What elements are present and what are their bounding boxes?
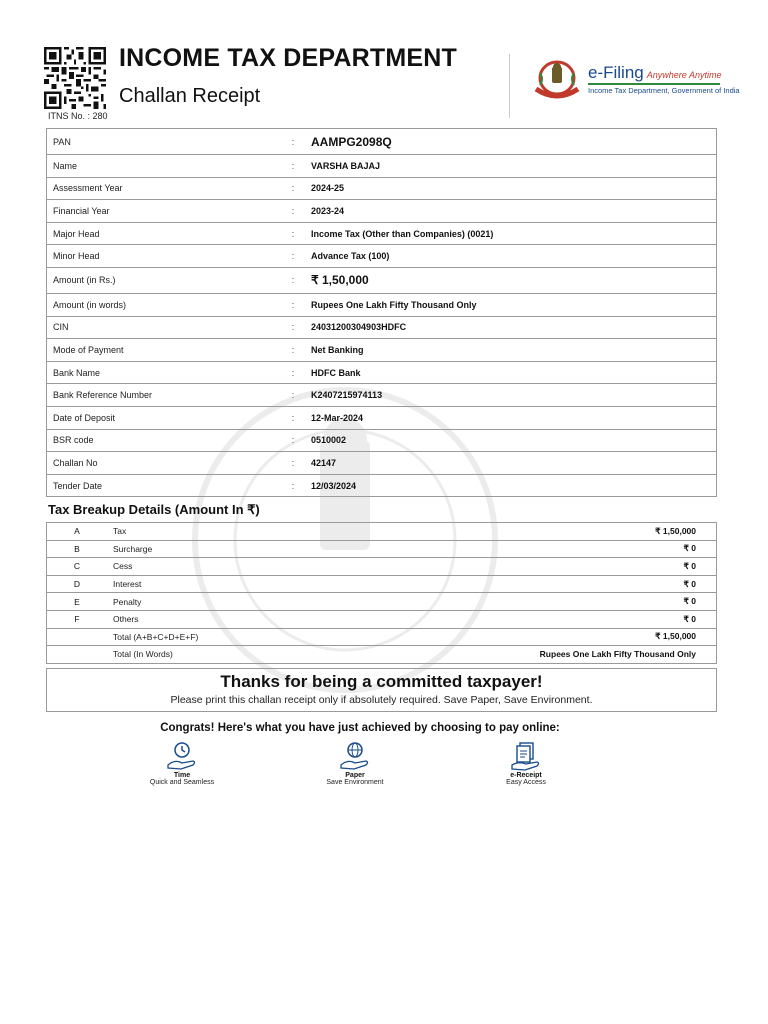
breakup-label: Others xyxy=(107,610,319,628)
detail-row xyxy=(47,177,717,200)
detail-row xyxy=(47,384,717,407)
breakup-label: Interest xyxy=(107,575,319,593)
itns-number: ITNS No. : 280 xyxy=(48,111,108,121)
challan-details-table xyxy=(46,128,717,497)
detail-row xyxy=(47,200,717,223)
tax-breakup-title: Tax Breakup Details (Amount In ₹) xyxy=(48,502,260,517)
detail-value: 42147 xyxy=(305,452,717,475)
detail-separator: : xyxy=(281,429,305,452)
breakup-letter: E xyxy=(47,593,108,611)
breakup-letter: D xyxy=(47,575,108,593)
detail-separator: : xyxy=(281,129,305,155)
detail-separator: : xyxy=(281,245,305,268)
detail-row xyxy=(47,222,717,245)
detail-separator: : xyxy=(281,200,305,223)
efiling-brand: e-Filing Anywhere Anytime xyxy=(588,63,722,82)
efiling-tagline: Anywhere Anytime xyxy=(646,70,722,80)
detail-label: Bank Reference Number xyxy=(47,384,282,407)
detail-label: BSR code xyxy=(47,429,282,452)
breakup-letter: B xyxy=(47,540,108,558)
breakup-letter xyxy=(47,646,108,664)
detail-label: Name xyxy=(47,155,282,178)
efiling-underline xyxy=(588,83,720,85)
thanks-subtext: Please print this challan receipt only if absolutely required. Save Paper, Save Environment. xyxy=(170,694,593,706)
detail-row xyxy=(47,129,717,155)
benefit-desc: Save Environment xyxy=(326,779,384,786)
detail-row xyxy=(47,361,717,384)
detail-label: PAN xyxy=(47,129,282,155)
breakup-amount: ₹ 1,50,000 xyxy=(319,628,717,646)
breakup-row xyxy=(47,523,717,541)
qr-code xyxy=(44,47,106,109)
detail-row xyxy=(47,267,717,293)
congrats-text: Congrats! Here's what you have just achieved by choosing to pay online: xyxy=(160,722,560,734)
breakup-amount: ₹ 0 xyxy=(319,593,717,611)
benefit-title: Paper xyxy=(345,772,365,779)
breakup-row xyxy=(47,610,717,628)
breakup-amount: ₹ 0 xyxy=(319,610,717,628)
efiling-emblem-icon xyxy=(530,59,585,101)
breakup-label: Surcharge xyxy=(107,540,319,558)
detail-value: 12/03/2024 xyxy=(305,474,717,497)
breakup-letter: F xyxy=(47,610,108,628)
clock-hand-icon xyxy=(165,741,199,771)
detail-value: 2023-24 xyxy=(305,200,717,223)
detail-label: Minor Head xyxy=(47,245,282,268)
benefit-title: e-Receipt xyxy=(510,772,542,779)
detail-value: Advance Tax (100) xyxy=(305,245,717,268)
breakup-row xyxy=(47,540,717,558)
breakup-row xyxy=(47,628,717,646)
benefit-title: Time xyxy=(173,772,191,779)
detail-label: Tender Date xyxy=(47,474,282,497)
detail-separator: : xyxy=(281,361,305,384)
detail-separator: : xyxy=(281,339,305,362)
detail-separator: : xyxy=(281,316,305,339)
breakup-amount: Rupees One Lakh Fifty Thousand Only xyxy=(319,646,717,664)
breakup-row xyxy=(47,646,717,664)
detail-separator: : xyxy=(281,177,305,200)
detail-row xyxy=(47,155,717,178)
document-title: Challan Receipt xyxy=(119,85,261,107)
breakup-amount: ₹ 0 xyxy=(319,575,717,593)
detail-label: Challan No xyxy=(47,452,282,475)
detail-value: K2407215974113 xyxy=(305,384,717,407)
detail-row xyxy=(47,339,717,362)
detail-label: Assessment Year xyxy=(47,177,282,200)
detail-value: Rupees One Lakh Fifty Thousand Only xyxy=(305,293,717,316)
detail-value: VARSHA BAJAJ xyxy=(305,155,717,178)
detail-label: Date of Deposit xyxy=(47,406,282,429)
detail-row xyxy=(47,316,717,339)
detail-label: Financial Year xyxy=(47,200,282,223)
thanks-heading: Thanks for being a committed taxpayer! xyxy=(220,672,543,691)
breakup-row xyxy=(47,593,717,611)
detail-separator: : xyxy=(281,267,305,293)
receipt-hand-icon xyxy=(509,741,543,771)
detail-row xyxy=(47,293,717,316)
breakup-label: Cess xyxy=(107,558,319,576)
detail-separator: : xyxy=(281,474,305,497)
breakup-letter: A xyxy=(47,523,108,541)
detail-separator: : xyxy=(281,293,305,316)
breakup-label: Total (A+B+C+D+E+F) xyxy=(107,628,319,646)
detail-value: Net Banking xyxy=(305,339,717,362)
detail-label: Mode of Payment xyxy=(47,339,282,362)
benefit-paper xyxy=(295,741,415,786)
detail-label: Amount (in Rs.) xyxy=(47,267,282,293)
breakup-label: Tax xyxy=(107,523,319,541)
detail-label: Amount (in words) xyxy=(47,293,282,316)
detail-row xyxy=(47,452,717,475)
benefit-desc: Easy Access xyxy=(506,779,546,786)
detail-separator: : xyxy=(281,406,305,429)
detail-value: 24031200304903HDFC xyxy=(305,316,717,339)
detail-separator: : xyxy=(281,384,305,407)
efiling-subtitle: Income Tax Department, Government of India xyxy=(588,86,740,95)
benefit-ereceipt xyxy=(466,741,586,786)
breakup-row xyxy=(47,558,717,576)
detail-row xyxy=(47,474,717,497)
detail-value: 2024-25 xyxy=(305,177,717,200)
benefit-desc: Quick and Seamless xyxy=(149,779,215,786)
breakup-letter xyxy=(47,628,108,646)
detail-value: ₹ 1,50,000 xyxy=(305,267,717,293)
breakup-label: Total (In Words) xyxy=(107,646,319,664)
thanks-box xyxy=(46,668,717,712)
detail-value: Income Tax (Other than Companies) (0021) xyxy=(305,222,717,245)
tax-breakup-table xyxy=(46,522,717,664)
breakup-label: Penalty xyxy=(107,593,319,611)
department-title: INCOME TAX DEPARTMENT xyxy=(119,44,457,72)
globe-hand-icon xyxy=(338,741,372,771)
detail-value: 0510002 xyxy=(305,429,717,452)
breakup-row xyxy=(47,575,717,593)
detail-separator: : xyxy=(281,452,305,475)
detail-value: AAMPG2098Q xyxy=(305,129,717,155)
breakup-letter: C xyxy=(47,558,108,576)
breakup-amount: ₹ 1,50,000 xyxy=(319,523,717,541)
detail-value: 12-Mar-2024 xyxy=(305,406,717,429)
detail-value: HDFC Bank xyxy=(305,361,717,384)
header-divider xyxy=(509,54,510,118)
detail-separator: : xyxy=(281,222,305,245)
breakup-amount: ₹ 0 xyxy=(319,558,717,576)
breakup-amount: ₹ 0 xyxy=(319,540,717,558)
detail-label: Major Head xyxy=(47,222,282,245)
detail-separator: : xyxy=(281,155,305,178)
detail-row xyxy=(47,429,717,452)
detail-label: CIN xyxy=(47,316,282,339)
benefit-time xyxy=(122,741,242,786)
detail-row xyxy=(47,406,717,429)
detail-row xyxy=(47,245,717,268)
detail-label: Bank Name xyxy=(47,361,282,384)
